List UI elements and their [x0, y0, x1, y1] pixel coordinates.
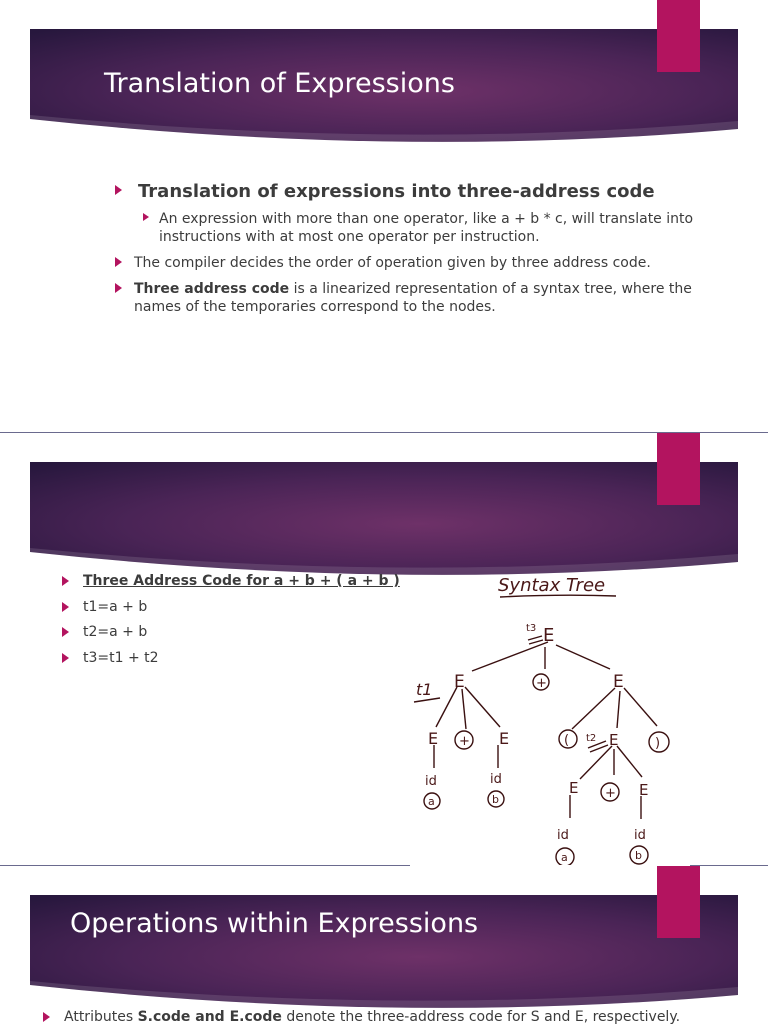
label-t1: t1 [416, 680, 433, 699]
bullet-marker [115, 185, 122, 195]
tree-title: Syntax Tree [498, 575, 606, 596]
accent-bar [657, 433, 700, 505]
bullet-marker [62, 627, 69, 637]
plus-right: + [605, 786, 616, 801]
leaf-b: b [492, 793, 499, 806]
plus-root: + [536, 676, 547, 691]
accent-bar [657, 866, 700, 938]
open-paren: ( [564, 733, 570, 748]
node-right: E [613, 672, 624, 692]
id-label: id [490, 772, 502, 787]
bullet-marker [115, 257, 122, 267]
node-rml: E [569, 779, 579, 797]
node-lr: E [499, 729, 510, 748]
bullet-pre: Attributes [64, 1009, 138, 1024]
bullet-marker [62, 653, 69, 663]
list-item: t1=a + b [83, 599, 148, 615]
bullet-marker [115, 283, 122, 293]
list-item: Three Address Code for a + b + ( a + b ) [83, 573, 400, 589]
leaf-a: a [561, 851, 568, 864]
syntax-tree-diagram [410, 563, 690, 865]
bullet-text [64, 1008, 680, 1024]
list-item: t3=t1 + t2 [83, 650, 159, 666]
slide-title: Translation of Expressions [104, 68, 455, 99]
bullet-marker [62, 576, 69, 586]
slide-1 [0, 0, 768, 432]
label-t2: t2 [586, 733, 597, 744]
slide-3 [0, 866, 768, 1024]
bullet-marker [62, 602, 69, 612]
id-label: id [425, 774, 437, 789]
leaf-a: a [428, 795, 435, 808]
slide-title: Operations within Expressions [70, 908, 479, 939]
node-rmr: E [639, 781, 649, 799]
bold-term: S.code and E.code [137, 1009, 282, 1024]
list-item: t2=a + b [83, 624, 148, 640]
bold-term: Three address code [134, 281, 290, 297]
node-ll: E [428, 729, 439, 748]
slide-heading: Translation of expressions into three-address code [138, 181, 655, 202]
node-rm: E [609, 731, 619, 749]
label-t3: t3 [526, 623, 537, 634]
bullet-text [134, 280, 694, 316]
sub-bullet-text: An expression with more than one operator, like a + b * c, will translate into instructions with at most one operator per instruction. [159, 211, 694, 245]
node-left: E [454, 672, 465, 692]
slide-2 [0, 433, 768, 865]
bullet-rest: is a linearized representation of a syntax tree, where the names of the temporaries correspond to the nodes. [134, 281, 692, 315]
id-label: id [634, 828, 646, 843]
bullet-text: The compiler decides the order of operation given by three address code. [134, 255, 651, 271]
accent-bar [657, 0, 700, 72]
title-banner [0, 462, 768, 577]
node-root: E [543, 625, 555, 646]
close-paren: ) [655, 736, 661, 751]
bullet-marker [43, 1012, 50, 1022]
leaf-b: b [635, 849, 642, 862]
id-label: id [557, 828, 569, 843]
plus-left: + [459, 734, 470, 749]
bullet-marker [143, 213, 149, 221]
bullet-post: denote the three-address code for S and E, respectively. [281, 1009, 681, 1024]
